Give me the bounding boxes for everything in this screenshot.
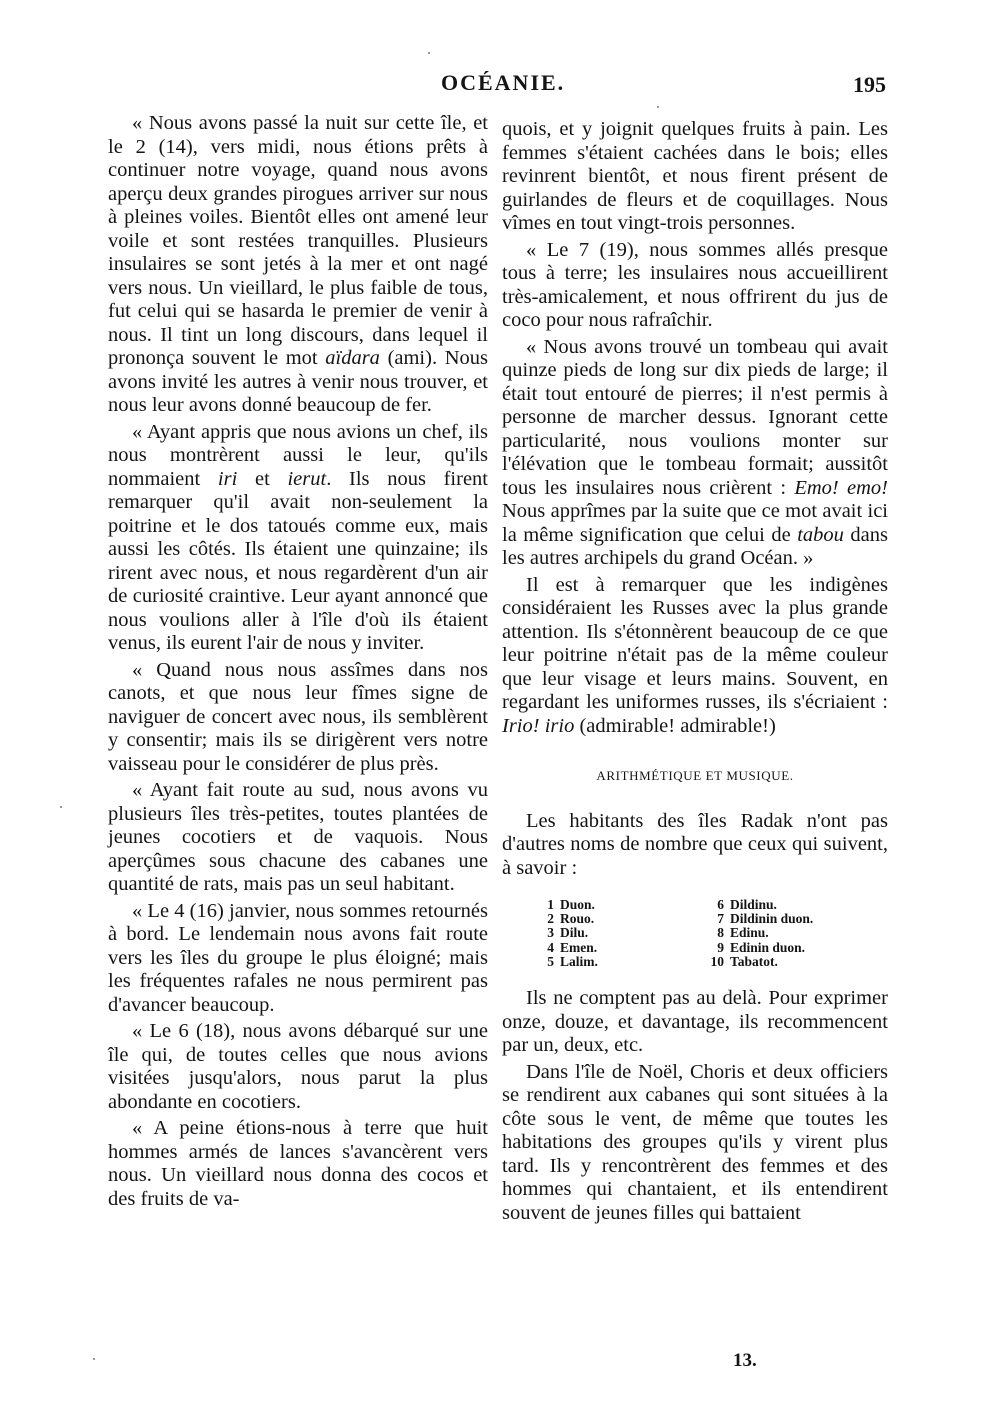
paragraph: Il est à remarquer que les indigènes considéraient les Russes avec la plus grande attention. Ils s'étonnèrent beaucoup de ce que leur poitrine n'était pas de la même couleur que leur visage et leurs mains. Souvent, en regardant les uniformes russes, ils s'écriaient : Irio! irio (admirable! admirable!) [502, 573, 888, 737]
paragraph: « Le 4 (16) janvier, nous sommes retournés à bord. Le lendemain nous avons fait route vers les îles du groupe le plus éloigné; mais les fréquentes rafales ne nous permirent pas d'avancer beaucoup. [108, 899, 488, 1016]
running-title: OCÉANIE. [441, 70, 566, 95]
number-row: 6 Dildinu. [717, 897, 777, 912]
italic-term: Irio! irio [502, 714, 575, 737]
paragraph: « A peine étions-nous à terre que huit hommes armés de lances s'avancèrent vers nous. Un vieillard nous donna des cocos et des fruits de va- [108, 1117, 488, 1210]
number-row: 8 Edinu. [717, 925, 769, 941]
running-head [0, 70, 1000, 100]
number-row: 1 Duon. [547, 897, 595, 912]
number-row: 2 Rouo. [547, 911, 595, 927]
italic-term: Emo! emo! [794, 476, 888, 499]
scan-speck [60, 806, 62, 808]
number-row: 4 Emen. [547, 939, 598, 955]
paragraph: « Le 7 (19), nous sommes allés presque tous à terre; les insulaires nous accueillirent très-amicalement, et nous offrirent du jus de coco pour nous rafraîchir. [502, 238, 888, 331]
paragraph: « Nous avons passé la nuit sur cette île, et le 2 (14), vers midi, nous étions prêts à continuer notre voyage, quand nous avons aperçu deux grandes pirogues arriver sur nous à pleines voiles. Bientôt elles ont amené leur voile et sont restées tranquilles. Plusieurs insulaires se sont jetés à la mer et ont nagé vers nous. Un vieillard, le plus faible de tous, fut celui qui se hasarda le premier de venir à nous. Il tint un long discours, dans lequel il prononça souvent le mot aïdara (ami). Nous avons invité les autres à venir nous trouver, et nous leur avons donné beaucoup de fer. [108, 112, 488, 416]
number-row: 3 Dilu. [547, 925, 589, 941]
signature-mark: 13. [733, 1350, 757, 1371]
number-row: 10 Tabatot. [710, 953, 778, 969]
paragraph: Ils ne comptent pas au delà. Pour exprimer onze, douze, et davantage, ils recommencent par un, deux, etc. [502, 987, 888, 1057]
paragraph: Dans l'île de Noël, Choris et deux officiers se rendirent aux cabanes qui sont situées à la côte sous le vent, de même que toutes les habitations des groupes qu'ils y virent plus tard. Ils y rencontrèrent des femmes et des hommes qui chantaient, et ils entendirent souvent de jeunes filles qui battaient [502, 1060, 888, 1224]
numbers-table [502, 898, 888, 969]
scan-speck [93, 1358, 95, 1360]
page-number: 195 [853, 72, 886, 97]
paragraph: « Nous avons trouvé un tombeau qui avait quinze pieds de long sur dix pieds de large; il était tout entouré de pierres; il n'est permis à personne de marcher dessus. Ignorant cette particularité, nous voulions monter sur l'élévation que le tombeau formait; aussitôt tous les insulaires nous crièrent : Emo! emo! Nous apprîmes par la suite que ce mot avait ici la même signification que celui de tabou dans les autres archipels du grand Océan. » [502, 335, 889, 569]
paragraph: « Quand nous nous assîmes dans nos canots, et que nous leur fîmes signe de naviguer de concert avec nous, ils semblèrent y consentir; mais ils se dirigèrent vers notre vaisseau pour le considérer de plus près. [108, 658, 488, 775]
italic-term: iri [217, 467, 238, 490]
number-row: 5 Lalim. [547, 953, 598, 969]
paragraph: quois, et y joignit quelques fruits à pain. Les femmes s'étaient cachées dans le bois; elles revinrent bientôt, et nous firent présent de guirlandes de fleurs et de coquillages. Nous vîmes en tout vingt-trois personnes. [502, 118, 888, 234]
italic-term: tabou [797, 523, 844, 546]
italic-term: aïdara [325, 347, 380, 369]
number-row: 7 Dildinin duon. [717, 911, 814, 927]
number-row: 9 Edinin duon. [717, 939, 806, 955]
numbers-column-right [702, 898, 882, 969]
right-column [502, 118, 888, 1225]
paragraph: Les habitants des îles Radak n'ont pas d'autres noms de nombre que ceux qui suivent, à savoir : [502, 809, 888, 879]
scan-speck [428, 52, 430, 54]
scan-speck [657, 106, 659, 108]
section-heading: ARITHMÉTIQUE ET MUSIQUE. [596, 768, 794, 783]
paragraph: « Le 6 (18), nous avons débarqué sur une île qui, de toutes celles que nous avions visitées jusqu'alors, nous parut la plus abondante en cocotiers. [108, 1020, 488, 1113]
left-column [108, 112, 488, 1211]
paragraph: « Ayant appris que nous avions un chef, ils nous montrèrent aussi le leur, qu'ils nommaient iri et ierut. Ils nous firent remarquer qu'il avait non-seulement la poitrine et le dos tatoués comme eux, mais aussi les côtés. Ils étaient une quinzaine; ils rirent avec nous, et nous regardèrent d'un air de curiosité craintive. Leur ayant annoncé que nous voulions aller à l'île d'où ils étaient venus, ils eurent l'air de nous y inviter. [108, 420, 488, 654]
paragraph: « Ayant fait route au sud, nous avons vu plusieurs îles très-petites, toutes plantées de jeunes cocotiers et de vaquois. Nous aperçûmes sous chacune des cabanes une quantité de rats, mais pas un seul habitant. [108, 779, 488, 895]
numbers-column-left [532, 898, 702, 969]
italic-term: ierut [287, 467, 327, 490]
